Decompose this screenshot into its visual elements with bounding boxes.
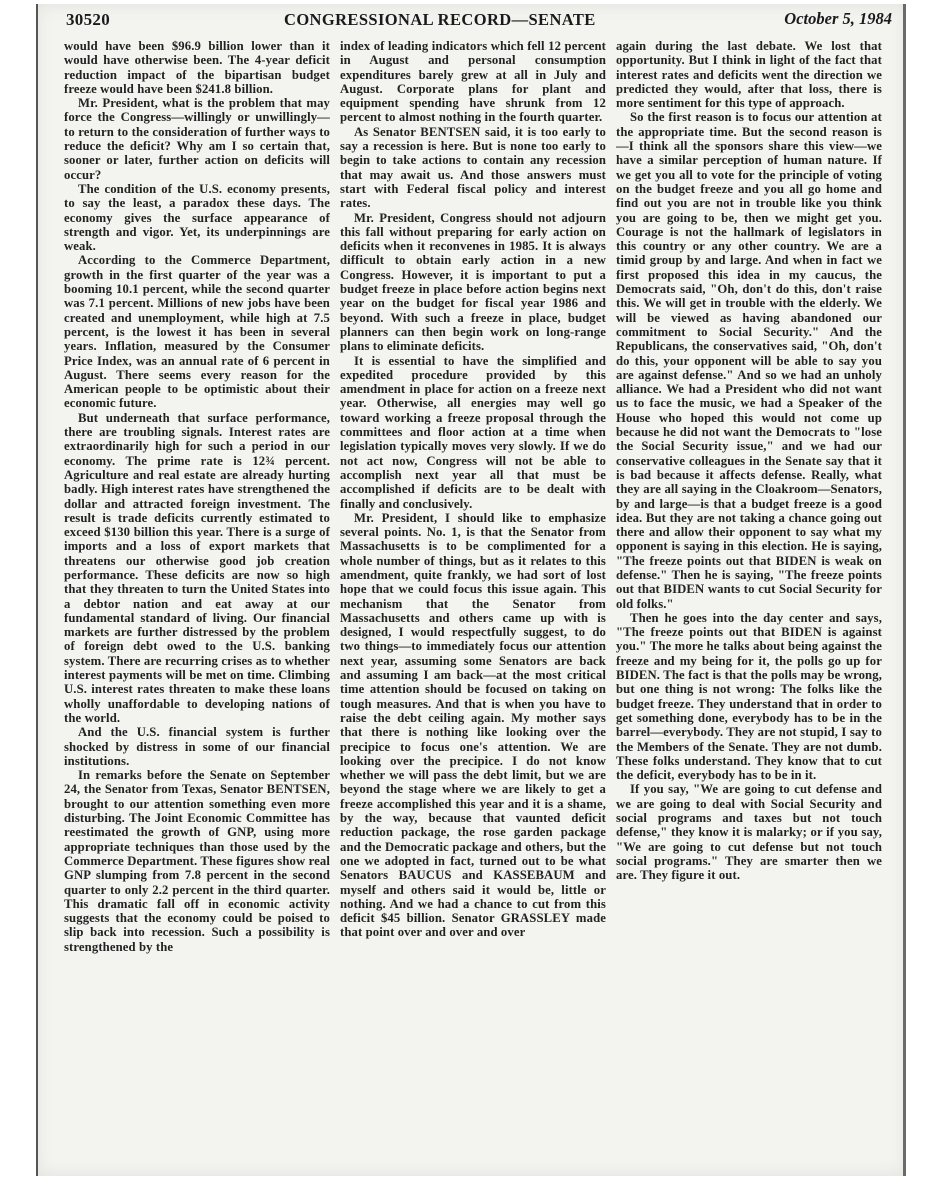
- page-number: 30520: [66, 10, 110, 29]
- page-left-edge: [36, 4, 38, 1176]
- scanned-page: [36, 4, 906, 1176]
- text-column-2: [340, 39, 606, 1079]
- paragraph: It is essential to have the simplified and expedited procedure provided by this amendment in place for action on a freeze next year. Otherwise, all energies may well go toward working a freeze proposal through the committees and floor action at a time when legislation typically moves very slowly. If we do not act now, Congress will not be able to accomplish next year all that must be accomplished if deficits are to be dealt with finally and conclusively.: [340, 353, 606, 511]
- paragraph: Then he goes into the day center and says, "The freeze points out that BIDEN is against you." The more he talks about being against the freeze and my being for it, the polls go up for BIDEN. The fact is that the polls may be wrong, but one thing is not wrong: The folks like the budget freeze. They understand that in order to get something done, everybody has to be in the barrel—everybody. They are not stupid, I say to the Members of the Senate. They are not dumb. These folks understand. They know that to cut the deficit, everybody has to be in it.: [616, 610, 882, 783]
- text-column-3: [616, 39, 882, 1079]
- paragraph: And the U.S. financial system is further shocked by distress in some of our financial institutions.: [64, 725, 330, 768]
- paragraph: again during the last debate. We lost that opportunity. But I think in light of the fact that interest rates and deficits went the direction we predicted they would, after that loss, there is more sentiment for this type of approach.: [616, 39, 882, 111]
- paragraph: index of leading indicators which fell 12 percent in August and personal consumption expenditures barely grew at all in July and August. Corporate plans for plant and equipment spending have shrunk from 12 percent to almost nothing in the fourth quarter.: [340, 39, 606, 125]
- paragraph: In remarks before the Senate on September 24, the Senator from Texas, Senator BENTSEN, brought to our attention something even more disturbing. The Joint Economic Committee has reestimated the growth of GNP, using more appropriate techniques than those used by the Commerce Department. These figures show real GNP slumping from 7.8 percent in the second quarter to only 2.2 percent in the third quarter. This dramatic fall off in economic activity suggests that the economy could be poised to slip back into recession. Such a possibility is strengthened by the: [64, 768, 330, 954]
- paragraph: would have been $96.9 billion lower than it would have otherwise been. The 4-year deficit reduction impact of the bipartisan budget freeze would have been $241.8 billion.: [64, 39, 330, 96]
- paragraph: The condition of the U.S. economy presents, to say the least, a paradox these days. The economy gives the surface appearance of strength and vigor. Yet, its underpinnings are weak.: [64, 181, 330, 254]
- paragraph: Mr. President, I should like to emphasize several points. No. 1, is that the Senator from Massachusetts is to be complimented for a whole number of things, but as it relates to this amendment, quite frankly, we had sort of lost hope that we could focus this issue again. This mechanism that the Senator from Massachusetts and others came up with is designed, I would respectfully suggest, to do two things—to immediately focus our attention next year, assuming some Senators are back and assuming I am back—at the most critical time attention should be focused on taking on tough measures. And that is when you have to raise the debt ceiling again. My mother says that there is nothing like looking over the precipice to focus one's attention. We are looking over the precipice. I do not know whether we will pass the debt limit, but we are beyond the stage where we are likely to get a freeze accomplished this year and it is a shame, by the way, because that vaunted deficit reduction package, the rose garden package and the Democratic package and others, but the one we adopted in fact, turned out to be what Senators BAUCUS and KASSEBAUM and myself and others said it would be, little or nothing. And we had a chance to cut from this deficit $45 billion. Senator GRASSLEY made that point over and over and over: [340, 510, 606, 940]
- issue-date: October 5, 1984: [784, 9, 892, 28]
- page-header: [66, 8, 896, 34]
- paragraph: Mr. President, what is the problem that may force the Congress—willingly or unwillingly—to return to the consideration of further ways to reduce the deficit? Why am I so certain that, sooner or later, further action on deficits will occur?: [64, 96, 330, 182]
- paragraph: But underneath that surface performance, there are troubling signals. Interest rates are extraordinarily high for such a period in our economy. The prime rate is 12¾ percent. Agriculture and real estate are already hurting badly. High interest rates have strengthened the dollar and attracted foreign investment. The result is trade deficits currently estimated to exceed $130 billion this year. There is a surge of imports and a loss of export markets that threatens our otherwise good job creation performance. These deficits are now so high that they threaten to turn the United States into a debtor nation and eat away at our fundamental standard of living. Our financial markets are further distressed by the problem of foreign debt owed to the U.S. banking system. There are recurring crises as to whether interest payments will be met on time. Climbing U.S. interest rates threaten to make these loans wholly unaffordable to developing nations of the world.: [64, 410, 330, 725]
- paragraph: If you say, "We are going to cut defense and we are going to deal with Social Security and social programs and taxes but not touch defense," they know it is malarky; or if you say, "We are going to cut defense but not touch social programs." They are smarter then we are. They figure it out.: [616, 782, 882, 883]
- text-column-1: [64, 39, 330, 1079]
- paragraph: Mr. President, Congress should not adjourn this fall without preparing for early action on deficits when it reconvenes in 1985. It is always difficult to obtain early action in a new Congress. However, it is important to put a budget freeze in place before action begins next year on the budget for fiscal year 1986 and beyond. With such a freeze in place, budget planners can then begin work on long-range plans to eliminate deficits.: [340, 210, 606, 354]
- paragraph: As Senator BENTSEN said, it is too early to say a recession is here. But is none too early to begin to take actions to contain any recession that may await us. And those answers must start with Federal fiscal policy and interest rates.: [340, 124, 606, 211]
- publication-title: CONGRESSIONAL RECORD—SENATE: [284, 10, 596, 29]
- paragraph: So the first reason is to focus our attention at the appropriate time. But the second reason is—I think all the sponsors share this view—we have a similar perception of human nature. If we get you all to vote for the principle of voting on the budget freeze and you all go home and find out you are not in trouble like you think you are going to be, then we might get you. Courage is not the hallmark of legislators in this country or any other country. We are a timid group by and large. And when in fact we first proposed this idea in my caucus, the Democrats said, "Oh, don't do this, don't raise this. We will get in trouble with the elderly. We will be viewed as having abandoned our commitment to Social Security." And the Republicans, the conservatives said, "Oh, don't do this, your opponent will be able to say you are against defense." And so we had an unholy alliance. We had a President who did not want us to face the music, we had a Speaker of the House who hoped this would not come up because he did not want the Democrats to "lose the Social Security issue," and we had our conservative colleagues in the Senate say that it is bad because it affects defense. Really, what they are all saying in the Cloakroom—Senators, by and large—is that a budget freeze is a good idea. But they are not taking a chance going out there and allow their opponent to say what my opponent is saying in this election. He is saying, "The freeze points out that BIDEN is weak on defense." Then he is saying, "The freeze points out that BIDEN wants to cut Social Security for old folks.": [616, 110, 882, 611]
- paragraph: According to the Commerce Department, growth in the first quarter of the year was a booming 10.1 percent, while the second quarter was 7.1 percent. Millions of new jobs have been created and unemployment, while high at 7.5 percent, is the lowest it has been in several years. Inflation, measured by the Consumer Price Index, was an annual rate of 6 percent in August. There seems every reason for the American people to be optimistic about their economic future.: [64, 253, 330, 411]
- page-right-edge: [903, 4, 906, 1176]
